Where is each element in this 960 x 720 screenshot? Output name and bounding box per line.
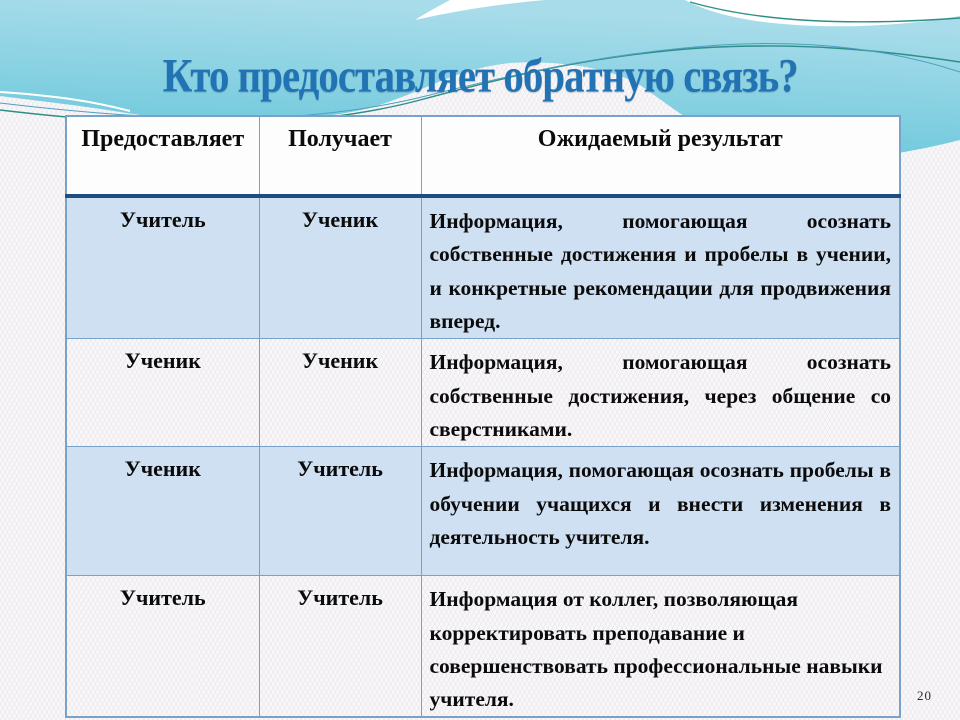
header-cell-result: Ожидаемый результат	[421, 116, 900, 196]
page-title	[0, 52, 960, 101]
cell-receiver: Ученик	[259, 196, 421, 339]
cell-result: Информация, помогающая осознать собственные достижения и пробелы в учении, и конкретные рекомендации для продвижения вперед.	[421, 196, 900, 339]
table-row	[66, 576, 900, 718]
cell-provider: Ученик	[66, 339, 259, 447]
cell-receiver: Ученик	[259, 339, 421, 447]
header-cell-provider: Предоставляет	[66, 116, 259, 196]
table-row	[66, 196, 900, 339]
cell-result: Информация, помогающая осознать пробелы в обучении учащихся и внести изменения в деятельность учителя.	[421, 447, 900, 576]
page-number: 20	[917, 688, 932, 703]
page-title-text: Кто предоставляет обратную связь?	[162, 50, 798, 103]
cell-provider: Ученик	[66, 447, 259, 576]
feedback-table	[65, 115, 901, 718]
table-row	[66, 339, 900, 447]
header-cell-receiver: Получает	[259, 116, 421, 196]
cell-provider: Учитель	[66, 196, 259, 339]
cell-provider: Учитель	[66, 576, 259, 718]
cell-result: Информация, помогающая осознать собственные достижения, через общение со сверстниками.	[421, 339, 900, 447]
table-row	[66, 447, 900, 576]
cell-receiver: Учитель	[259, 447, 421, 576]
cell-result: Информация от коллег, позволяющая корректировать преподавание и совершенствовать профессиональные навыки учителя.	[421, 576, 900, 718]
table-header-row	[66, 116, 900, 196]
cell-receiver: Учитель	[259, 576, 421, 718]
